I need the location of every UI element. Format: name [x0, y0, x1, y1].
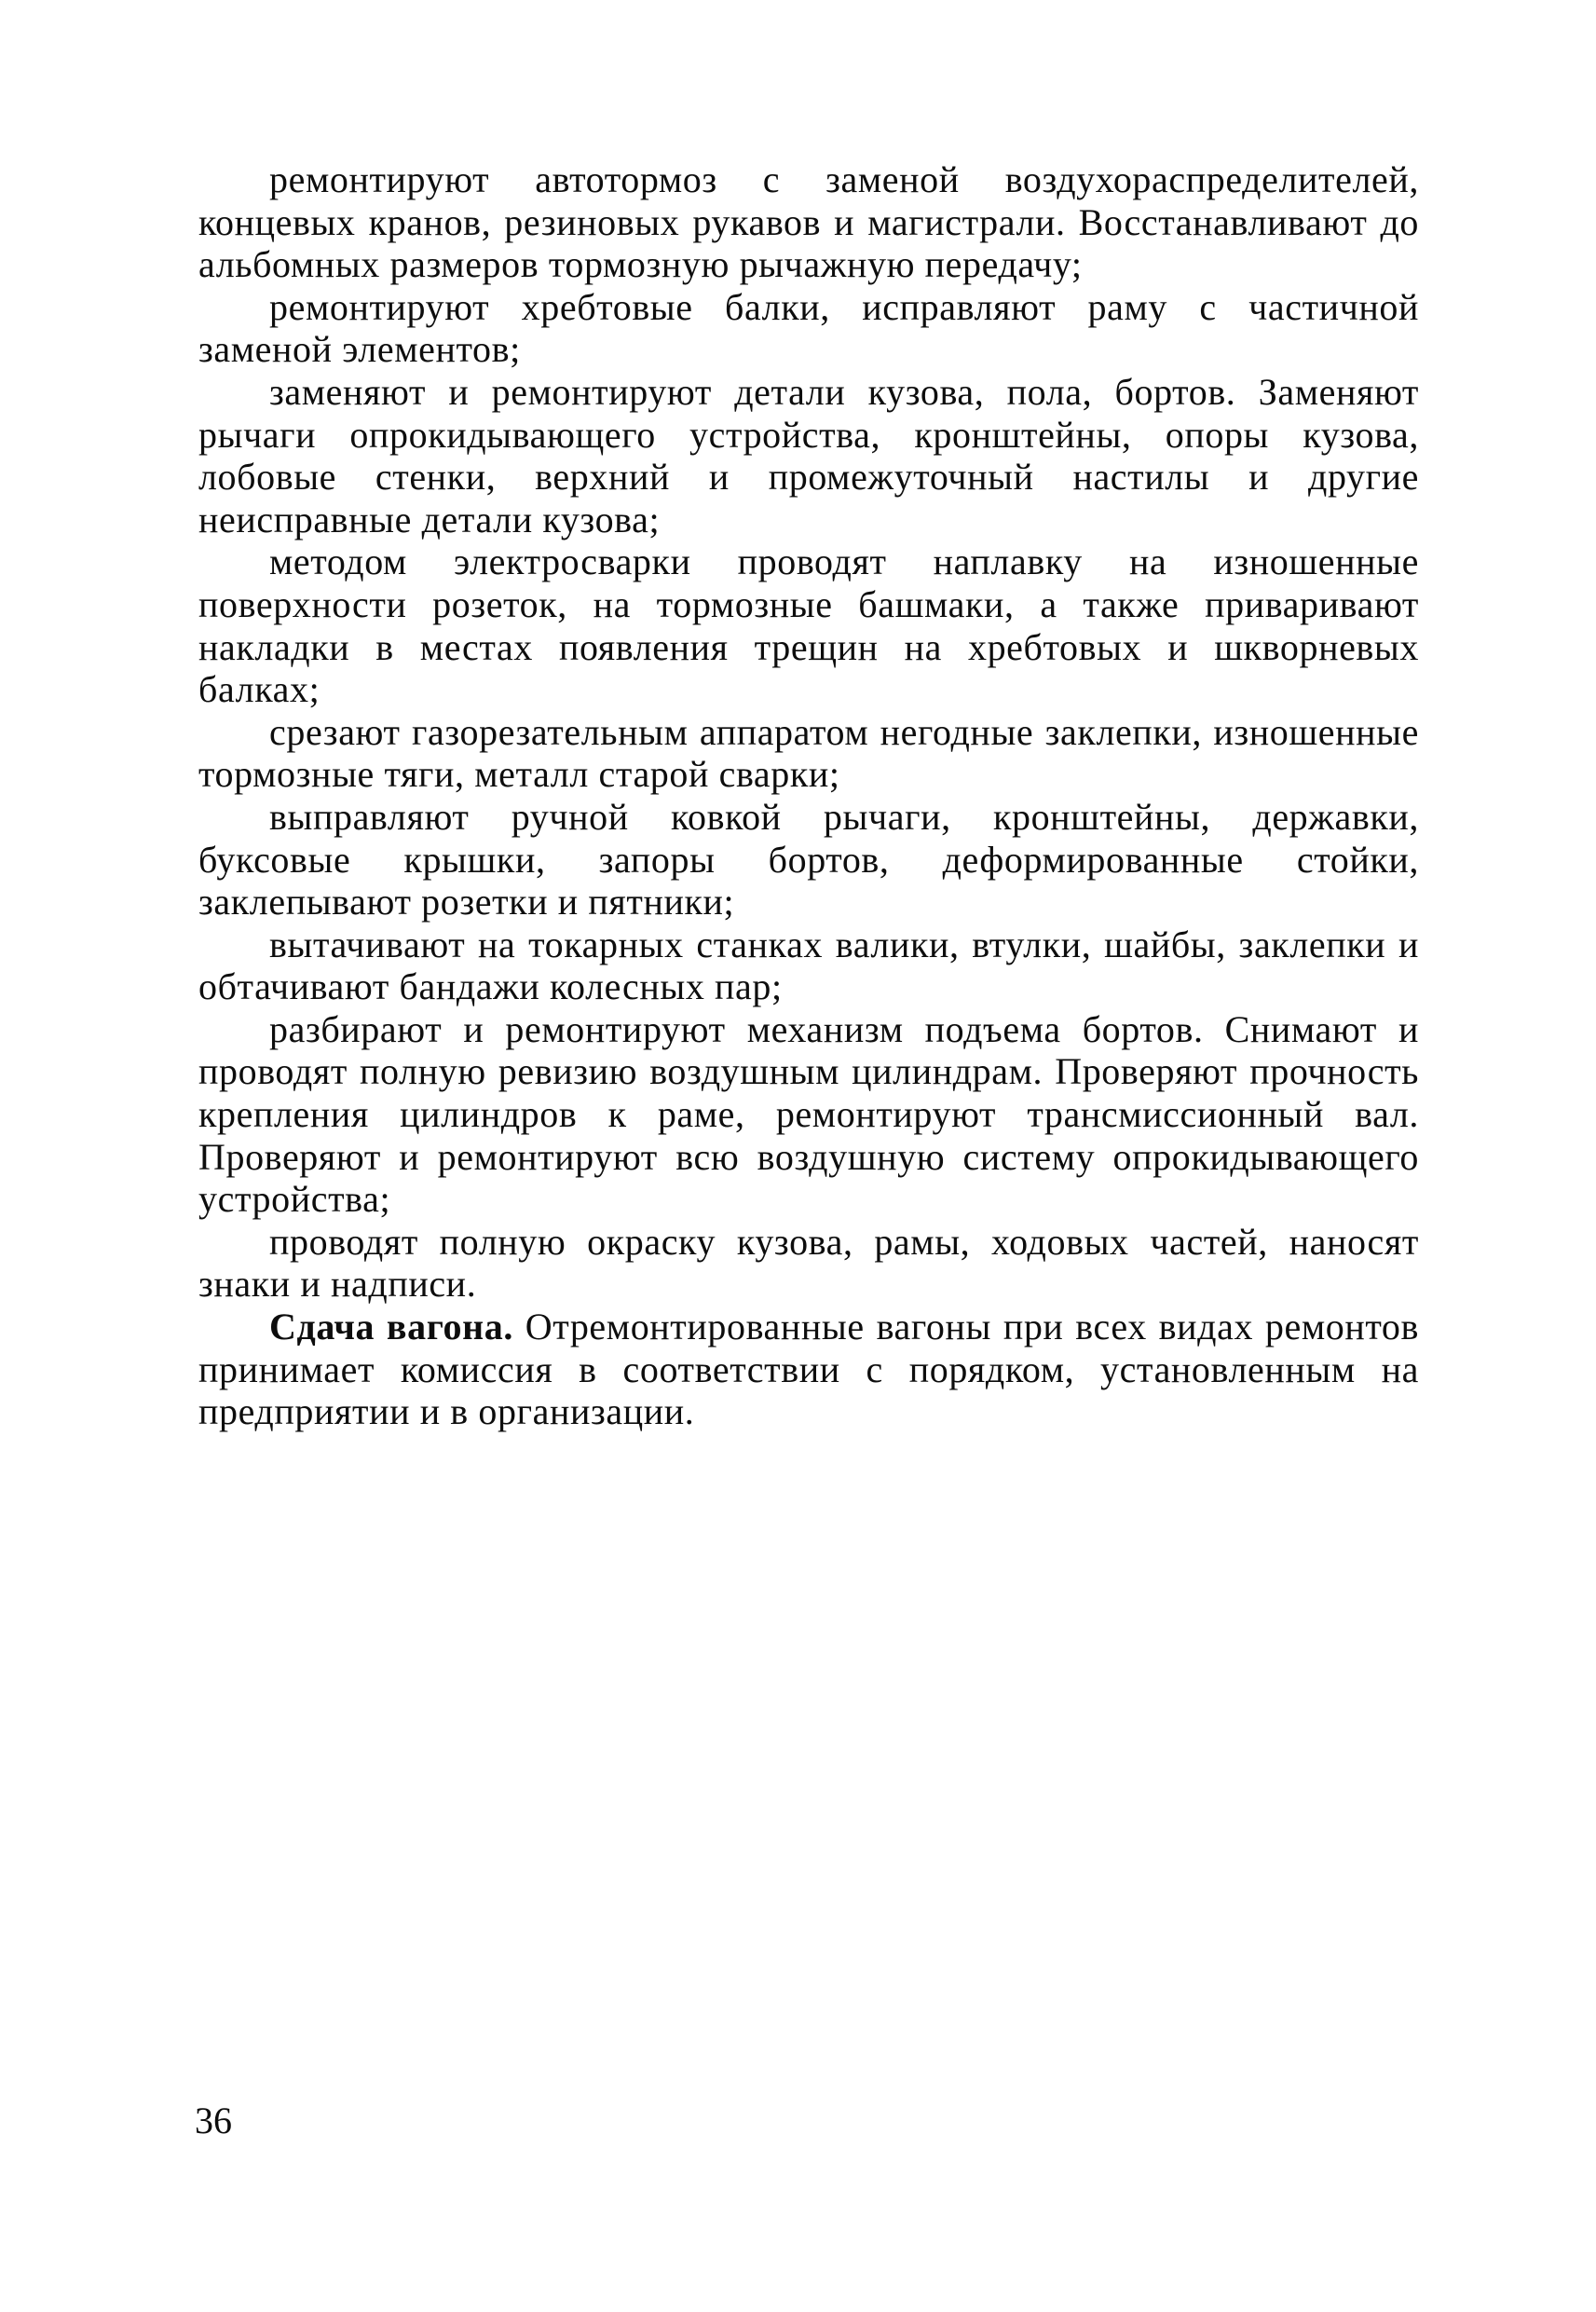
- paragraph-forging: выправляют ручной ковкой рычаги, кронштейны, державки, буксовые крышки, запоры бортов, деформированные стойки, заклепывают розетки и пятники;: [198, 795, 1419, 923]
- body-text: [198, 158, 1419, 1433]
- paragraph-welding: методом электросварки проводят наплавку на изношенные поверхности розеток, на тормозные башмаки, а также приваривают накладки в местах появления трещин на хребтовых и шкворневых балках;: [198, 540, 1419, 711]
- paragraph-body-parts: заменяют и ремонтируют детали кузова, пола, бортов. Заменяют рычаги опрокидывающего устройства, кронштейны, опоры кузова, лобовые стенки, верхний и промежуточный настилы и другие неисправные детали кузова;: [198, 370, 1419, 540]
- paragraph-lifting-mechanism: разбирают и ремонтируют механизм подъема бортов. Снимают и проводят полную ревизию воздушным цилиндрам. Проверяют прочность крепления цилиндров к раме, ремонтируют трансмиссионный вал. Проверяют и ремонтируют всю воздушную систему опрокидывающего устройства;: [198, 1007, 1419, 1221]
- paragraph-turning: вытачивают на токарных станках валики, втулки, шайбы, заклепки и обтачивают бандажи колесных пар;: [198, 923, 1419, 1008]
- paragraph-wagon-handover: [198, 1306, 1419, 1433]
- paragraph-brake-repair: ремонтируют автотормоз с заменой воздухораспределителей, концевых кранов, резиновых рукавов и магистрали. Восстанавливают до альбомных размеров тормозную рычажную передачу;: [198, 158, 1419, 286]
- paragraph-frame-repair: ремонтируют хребтовые балки, исправляют раму с частичной заменой элементов;: [198, 285, 1419, 371]
- paragraph-painting: проводят полную окраску кузова, рамы, ходовых частей, наносят знаки и надписи.: [198, 1220, 1419, 1306]
- paragraph-gas-cutting: срезают газорезательным аппаратом негодные заклепки, изношенные тормозные тяги, металл старой сварки;: [198, 710, 1419, 796]
- page-number: 36: [195, 2100, 232, 2141]
- handover-heading: Сдача вагона.: [269, 1306, 513, 1348]
- handover-text: Отремонтированные вагоны при всех видах ремонтов принимает комиссия в соответствии с порядком, установленным на предприятии и в организации.: [198, 1306, 1419, 1433]
